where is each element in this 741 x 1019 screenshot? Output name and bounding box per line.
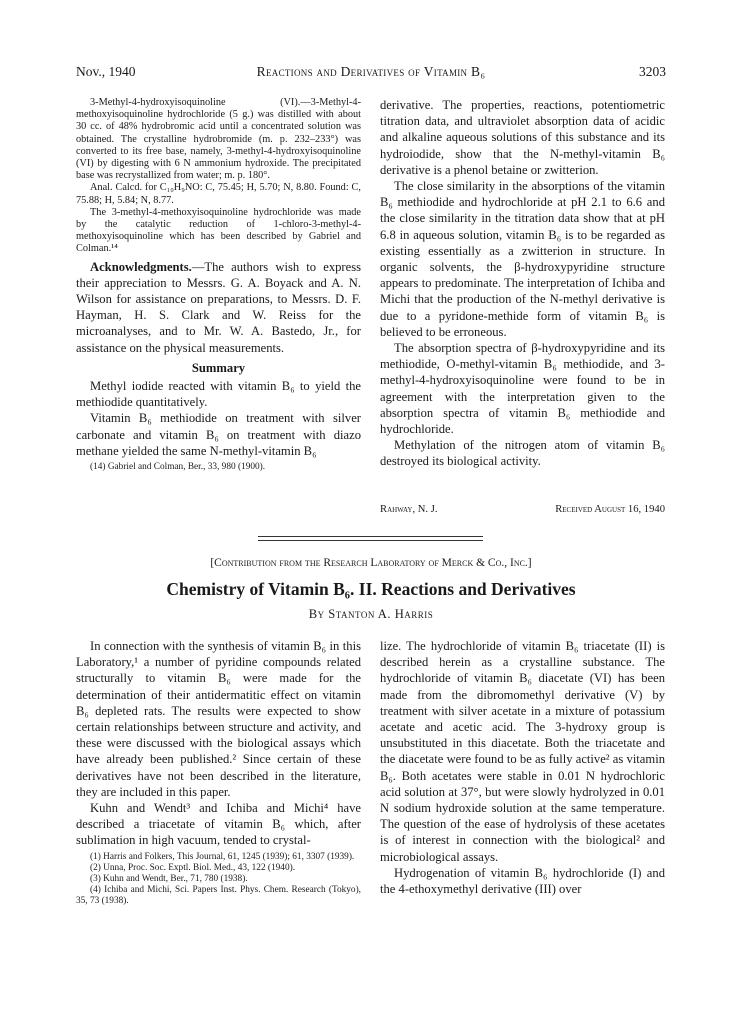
- footnote-2: (2) Unna, Proc. Soc. Exptl. Biol. Med., 43, 122 (1940).: [90, 862, 296, 873]
- acknowledgments-paragraph: [76, 259, 361, 356]
- analysis-paragraph: Anal. Calcd. for C₁₀H₉NO: C, 75.45; H, 5.70; N, 8.80. Found: C, 75.88; H, 5.84; N, 8.77.: [76, 182, 361, 206]
- bottom-right-column: [380, 638, 665, 897]
- running-header: [76, 64, 666, 84]
- footnote-14: (14) Gabriel and Colman, Ber., 33, 980 (1900).: [90, 462, 266, 473]
- experimental-paragraph: 3-Methyl-4-hydroxyisoquinoline (VI).—3-Methyl-4-methoxyisoquinoline hydrochloride (5 g.) was distilled with about 30 cc. of 48% hydrobromic acid until a concentrated solution was obtained. The crystalline hydrobromide (m. p. 232–233°) was converted to its free base, namely, 3-methyl-4-hydroxyisoquinoline (VI) by digesting with 6 N ammonium hydroxide. The precipitated base was recrystallized from water; m. p. 180°.: [76, 97, 361, 182]
- body-paragraph-1: lize. The hydrochloride of vitamin B₆ triacetate (II) is described herein as a crystalline substance. The hydrochloride of vitamin B₆ diacetate (VI) has been made from the dibromomethyl derivative (V) by treatment with silver acetate in a mixture of potassium acetate and acetic acid. The 3-hydroxy group is unsubstituted in this diacetate. Both the triacetate and the diacetate were found to be as fully active² as vitamin B₆. Both acetates were stable in 0.01 N hydrochloric acid solution at 37°, but were slowly hydrolyzed in 0.01 N sodium hydroxide solution at the same temperature. The question of the ease of hydrolysis of these acetates is of interest in connection with the biological² and microbiological assays.: [380, 639, 665, 864]
- place: Rahway, N. J.: [380, 504, 438, 515]
- method-paragraph: The 3-methyl-4-methoxyisoquinoline hydrochloride was made by the catalytic reduction of 1-chloro-3-methyl-4-methoxyisoquinoline which has been described by Gabriel and Colman.¹⁴: [76, 206, 361, 255]
- acknowledgments-text: —The authors wish to express their appreciation to Messrs. G. A. Boyack and A. N. Wilson for assistance on preparations, to Messrs. D. F. Hayman, H. S. Clark and W. Reiss for the microanalyses, and to Mr. W. A. Bastedo, Jr., for assistance on the physical measurements.: [76, 259, 361, 355]
- summary-paragraph-3: derivative. The properties, reactions, potentiometric titration data, and ultraviolet absorption data of acidic and alkaline aqueous solutions of this substance and its hydroiodide, show that the N-methyl-vitamin B₆ derivative is a phenol betaine or zwitterion.: [380, 98, 665, 177]
- issue-date: Nov., 1940: [76, 64, 136, 79]
- summary-heading: Summary: [191, 360, 246, 375]
- section-divider-top: [258, 536, 483, 537]
- footnote-3: (3) Kuhn and Wendt, Ber., 71, 780 (1938).: [90, 874, 248, 885]
- bottom-left-column: [76, 638, 361, 908]
- byline: By Stanton A. Harris: [308, 607, 434, 621]
- page-number: 3203: [639, 64, 666, 79]
- body-paragraph-2: Hydrogenation of vitamin B₆ hydrochloride (I) and the 4-ethoxymethyl derivative (III) over: [380, 865, 665, 897]
- intro-paragraph-1: In connection with the synthesis of vitamin B₆ in this Laboratory,¹ a number of pyridine compounds related structurally to vitamin B₆ were made for the determination of their antidermatitic effect on vitamin B₆ depleted rats. The results were expected to show certain relationships between structure and activity, and these were discussed with the biological assays which have already been published.² Since certain of these derivatives have not been described in the literature, they are included in this paper.: [76, 639, 361, 799]
- section-divider-bottom: [258, 540, 483, 541]
- summary-paragraph-5: The absorption spectra of β-hydroxypyridine and its methiodide, O-methyl-vitamin B₆ methiodide, and 3-methyl-4-hydroxyisoquinoline were found to be in agreement with the interpretation given to the absorption spectra of vitamin B₆ methiodide and hydrochloride.: [380, 341, 665, 437]
- running-title: Reactions and Derivatives of Vitamin B₆: [256, 64, 486, 79]
- contribution-line: [Contribution from the Research Laboratory of Merck & Co., Inc.]: [210, 557, 532, 569]
- received-date: Received August 16, 1940: [555, 504, 665, 515]
- footnote-1: (1) Harris and Folkers, This Journal, 61, 1245 (1939); 61, 3307 (1939).: [90, 851, 355, 862]
- acknowledgments-title: Acknowledgments.: [90, 259, 192, 274]
- summary-paragraph-6: Methylation of the nitrogen atom of vitamin B₆ destroyed its biological activity.: [380, 438, 665, 469]
- summary-paragraph-4: The close similarity in the absorptions of the vitamin B₆ methiodide and hydrochloride at pH 2.1 to 6.6 and the close similarity in the titration data show that at pH 6.8 in aqueous solution, vitamin B₆ is to be regarded as existing essentially as a zwitterion in structure. In organic solvents, the β-hydroxypyridine structure appears to predominate. The interpretation of Ichiba and Michi that the production of the N-methyl derivative is due to a pyridone-methide form of vitamin B₆ is believed to be erroneous.: [380, 179, 665, 339]
- footnote-4: (4) Ichiba and Michi, Sci. Papers Inst. Phys. Chem. Research (Tokyo), 35, 73 (1938).: [76, 885, 361, 907]
- summary-paragraph-2: Vitamin B₆ methiodide on treatment with silver carbonate and vitamin B₆ on treatment with diazo methane yielded the same N-methyl-vitamin B₆: [76, 411, 361, 458]
- footnotes: [76, 852, 361, 908]
- top-right-column: [380, 97, 665, 470]
- intro-paragraph-2: Kuhn and Wendt³ and Ichiba and Michi⁴ have described a triacetate of vitamin B₆ which, after sublimation in high vacuum, tended to crystal-: [76, 801, 361, 848]
- summary-paragraph-1: Methyl iodide reacted with vitamin B₆ to yield the methiodide quantitatively.: [76, 379, 361, 410]
- article-title: Chemistry of Vitamin B₆. II. Reactions and Derivatives: [166, 579, 576, 599]
- top-left-column: [76, 97, 361, 473]
